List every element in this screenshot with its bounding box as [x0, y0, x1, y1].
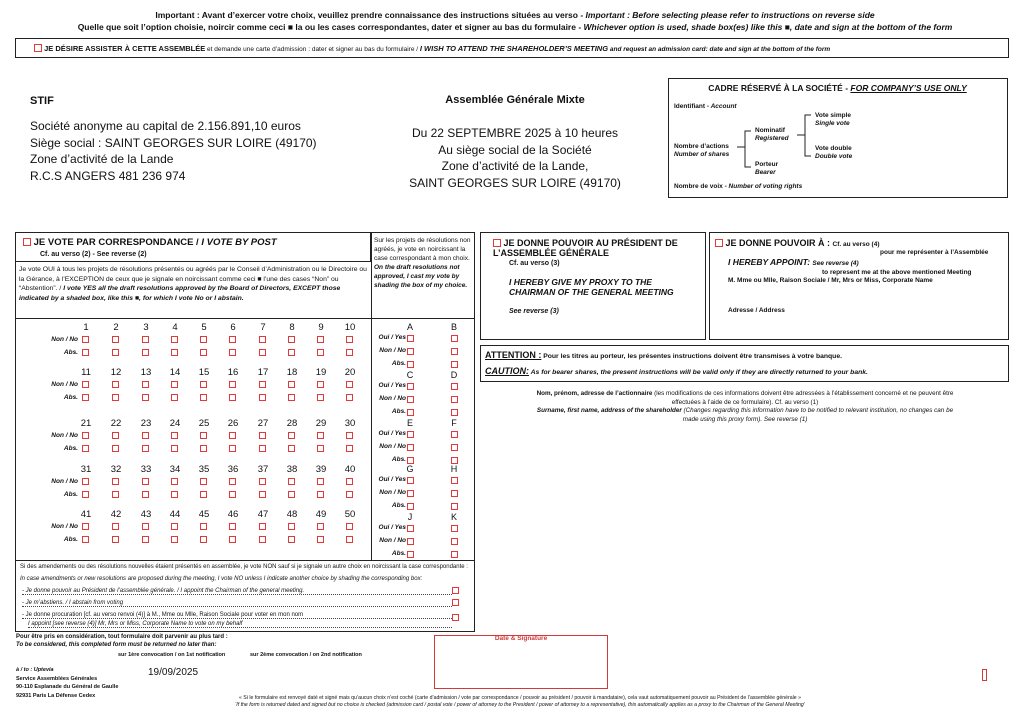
no-checkbox[interactable] [112, 336, 119, 343]
abs-label: Abs. [63, 349, 78, 356]
no-checkbox[interactable] [259, 432, 266, 439]
abstain-checkbox[interactable] [346, 536, 353, 543]
abstain-checkbox[interactable] [259, 536, 266, 543]
resolution-number: 29 [315, 418, 327, 429]
attend-box: JE DÉSIRE ASSISTER À CETTE ASSEMBLÉE et demande une carte d’admission : dater et signer au bas du formulaire / I WISH TO ATTEND THE SHAREHOLDER’S MEETING and request an admission card: date and sign at the bottom of the form [15, 38, 1009, 58]
alt-vote-checkbox[interactable] [407, 335, 414, 342]
abstain-checkbox[interactable] [82, 536, 89, 543]
abstain-checkbox[interactable] [229, 445, 236, 452]
alt-vote-checkbox[interactable] [407, 490, 414, 497]
resolution-number: 27 [257, 418, 269, 429]
resolution-number: 40 [344, 464, 356, 475]
signature-box[interactable]: Date & Signature [434, 635, 608, 689]
resolution-number: 23 [140, 418, 152, 429]
no-checkbox[interactable] [346, 381, 353, 388]
no-checkbox[interactable] [200, 432, 207, 439]
return-address: à / to : Uptevia Service Assemblées Générales 90-110 Esplanade du Général de Gaulle 92931 Paris La Défense Cedex [16, 667, 119, 699]
resolution-number: 10 [344, 322, 356, 333]
alt-vote-checkbox[interactable] [407, 396, 414, 403]
alt-vote-checkbox[interactable] [451, 396, 458, 403]
non-no-label: Non / No [51, 523, 78, 530]
alt-vote-checkbox[interactable] [451, 457, 458, 464]
resolution-number: 37 [257, 464, 269, 475]
resolution-number: 49 [315, 509, 327, 520]
abstain-checkbox[interactable] [288, 445, 295, 452]
no-checkbox[interactable] [229, 478, 236, 485]
no-checkbox[interactable] [82, 523, 89, 530]
alt-vote-checkbox[interactable] [407, 457, 414, 464]
resolution-number: 46 [227, 509, 239, 520]
abstain-checkbox[interactable] [229, 349, 236, 356]
oui-yes-label: Oui / Yes [378, 476, 406, 483]
no-checkbox[interactable] [346, 523, 353, 530]
resolution-number: 50 [344, 509, 356, 520]
resolution-number: 15 [198, 367, 210, 378]
second-notification: sur 2ème convocation / on 2nd notification [250, 652, 362, 658]
alt-vote-checkbox[interactable] [407, 383, 414, 390]
alt-vote-checkbox[interactable] [407, 503, 414, 510]
abs-label: Abs. [391, 550, 406, 557]
abstain-checkbox[interactable] [229, 536, 236, 543]
alt-vote-checkbox[interactable] [407, 551, 414, 558]
no-checkbox[interactable] [142, 478, 149, 485]
oui-yes-label: Oui / Yes [378, 524, 406, 531]
alt-vote-checkbox[interactable] [451, 361, 458, 368]
no-checkbox[interactable] [142, 523, 149, 530]
abstain-checkbox[interactable] [346, 445, 353, 452]
no-checkbox[interactable] [171, 432, 178, 439]
resolution-number: 41 [80, 509, 92, 520]
abs-label: Abs. [63, 445, 78, 452]
abstain-checkbox[interactable] [142, 445, 149, 452]
resolution-number: 36 [227, 464, 239, 475]
abstain-checkbox[interactable] [142, 394, 149, 401]
non-no-label: Non / No [379, 443, 406, 450]
alt-resolution-letter: E [406, 418, 413, 428]
date-field[interactable]: 19/09/2025 [148, 667, 199, 678]
proxy-president-checkbox[interactable] [493, 239, 501, 247]
alt-vote-checkbox[interactable] [451, 525, 458, 532]
resolution-number: 2 [113, 322, 119, 333]
alt-vote-checkbox[interactable] [451, 348, 458, 355]
resolution-number: 30 [344, 418, 356, 429]
vote-post-side-text: Sur les projets de résolutions non agréés, je vote en noircissant la case correspondant à mon choix. On the draft resolutions not approved, I cast my vote by shading the box of my choice. [374, 237, 471, 289]
no-checkbox[interactable] [200, 523, 207, 530]
abstain-checkbox[interactable] [171, 349, 178, 356]
abs-label: Abs. [63, 491, 78, 498]
resolution-number: 28 [286, 418, 298, 429]
abs-label: Abs. [63, 536, 78, 543]
abs-label: Abs. [391, 360, 406, 367]
resolution-number: 34 [169, 464, 181, 475]
alt-vote-checkbox[interactable] [451, 503, 458, 510]
alt-vote-checkbox[interactable] [407, 525, 414, 532]
no-checkbox[interactable] [229, 336, 236, 343]
abstain-checkbox[interactable] [346, 349, 353, 356]
non-no-label: Non / No [379, 395, 406, 402]
alt-vote-checkbox[interactable] [407, 538, 414, 545]
abs-label: Abs. [63, 394, 78, 401]
attend-checkbox[interactable] [34, 44, 42, 52]
abstain-checkbox[interactable] [317, 536, 324, 543]
company-details: Société anonyme au capital de 2.156.891,10 euros Siège social : SAINT GEORGES SUR LOIRE (49170) Zone d’activité de la Lande R.C.S ANGERS 481 236 974 [30, 119, 317, 183]
abstain-checkbox[interactable] [288, 349, 295, 356]
abstain-checkbox[interactable] [112, 445, 119, 452]
abstain-checkbox[interactable] [142, 491, 149, 498]
alt-resolution-letter: D [450, 370, 458, 380]
company-box-brackets [669, 79, 1006, 196]
non-no-label: Non / No [379, 537, 406, 544]
abstain-checkbox[interactable] [142, 349, 149, 356]
oui-yes-label: Oui / Yes [378, 430, 406, 437]
resolution-number: 20 [344, 367, 356, 378]
resolution-number: 38 [286, 464, 298, 475]
proxy-person-checkbox[interactable] [715, 239, 723, 247]
vote-post-checkbox[interactable] [23, 238, 31, 246]
resolution-number: 42 [110, 509, 122, 520]
company-name: STIF [30, 95, 54, 107]
alt-vote-checkbox[interactable] [407, 361, 414, 368]
resolution-number: 19 [315, 367, 327, 378]
resolution-number: 8 [289, 322, 295, 333]
abstain-checkbox[interactable] [82, 445, 89, 452]
resolution-number: 43 [140, 509, 152, 520]
resolution-number: 47 [257, 509, 269, 520]
abstain-checkbox[interactable] [200, 445, 207, 452]
abstain-checkbox[interactable] [259, 491, 266, 498]
alt-vote-checkbox[interactable] [407, 431, 414, 438]
no-checkbox[interactable] [142, 381, 149, 388]
resolution-number: 1 [83, 322, 89, 333]
resolution-number: 24 [169, 418, 181, 429]
no-checkbox[interactable] [317, 478, 324, 485]
alt-vote-checkbox[interactable] [407, 409, 414, 416]
no-checkbox[interactable] [112, 523, 119, 530]
no-checkbox[interactable] [112, 381, 119, 388]
resolution-number: 6 [230, 322, 236, 333]
resolution-number: 35 [198, 464, 210, 475]
alt-resolution-letter: C [406, 370, 414, 380]
abstain-checkbox[interactable] [200, 536, 207, 543]
alt-vote-checkbox[interactable] [451, 409, 458, 416]
abstain-checkbox[interactable] [171, 445, 178, 452]
no-checkbox[interactable] [171, 478, 178, 485]
abs-label: Abs. [391, 456, 406, 463]
abstain-checkbox[interactable] [317, 491, 324, 498]
resolution-number: 13 [140, 367, 152, 378]
amendment-checkbox-2[interactable] [452, 599, 459, 606]
no-checkbox[interactable] [317, 336, 324, 343]
alt-resolution-letter: B [450, 322, 457, 332]
resolution-number: 22 [110, 418, 122, 429]
no-checkbox[interactable] [142, 432, 149, 439]
abstain-checkbox[interactable] [82, 349, 89, 356]
resolution-number: 12 [110, 367, 122, 378]
resolution-number: 17 [257, 367, 269, 378]
abstain-checkbox[interactable] [259, 445, 266, 452]
no-checkbox[interactable] [288, 478, 295, 485]
alt-vote-checkbox[interactable] [451, 444, 458, 451]
amendment-option-1: - Je donne pouvoir au Président de l’assemblée générale. / I appoint the Chairman of the general meeting. [22, 588, 452, 595]
abstain-checkbox[interactable] [288, 394, 295, 401]
no-checkbox[interactable] [82, 381, 89, 388]
no-checkbox[interactable] [317, 523, 324, 530]
amendment-checkbox-3[interactable] [452, 614, 459, 621]
abstain-checkbox[interactable] [200, 349, 207, 356]
abstain-checkbox[interactable] [112, 349, 119, 356]
non-no-label: Non / No [379, 489, 406, 496]
oui-yes-label: Oui / Yes [378, 382, 406, 389]
non-no-label: Non / No [51, 336, 78, 343]
abstain-checkbox[interactable] [82, 394, 89, 401]
first-notification: sur 1ère convocation / on 1st notification [118, 652, 226, 658]
resolution-number: 5 [201, 322, 207, 333]
abstain-checkbox[interactable] [259, 394, 266, 401]
resolution-number: 31 [80, 464, 92, 475]
proxy-person-box: JE DONNE POUVOIR À : Cf. au verso (4) pour me représenter à l’Assemblée I HEREBY APPOINT: See reverse (4) to represent me at the above mentioned Meeting M. Mme ou Mlle, Raison Sociale / Mr, Mrs or Miss, Corporate Name Adresse / Address [709, 232, 1009, 340]
alt-vote-checkbox[interactable] [451, 551, 458, 558]
abstain-checkbox[interactable] [112, 536, 119, 543]
abstain-checkbox[interactable] [112, 394, 119, 401]
no-checkbox[interactable] [200, 381, 207, 388]
abs-label: Abs. [391, 502, 406, 509]
signature-box-marker [982, 669, 987, 681]
abs-label: Abs. [391, 408, 406, 415]
amendment-option-3: - Je donne procuration [cf. au verso renvoi (4)] à M., Mme ou Mlle, Raison Sociale pour voter en mon nom [22, 612, 452, 619]
meeting-title: Assemblée Générale Mixte [445, 94, 585, 106]
resolution-number: 25 [198, 418, 210, 429]
no-checkbox[interactable] [200, 478, 207, 485]
resolution-number: 7 [260, 322, 266, 333]
amendment-option-2: - Je m’abstiens. / I abstain from voting [22, 600, 452, 607]
deadline-text: Pour être pris en considération, tout formulaire doit parvenir au plus tard : To be considered, this completed form must be returned no later than: [16, 634, 228, 648]
alt-vote-checkbox[interactable] [407, 477, 414, 484]
no-checkbox[interactable] [259, 478, 266, 485]
abstain-checkbox[interactable] [317, 394, 324, 401]
abstain-checkbox[interactable] [317, 445, 324, 452]
alt-resolution-letter: H [450, 464, 458, 474]
footer-note: « Si le formulaire est renvoyé daté et signé mais qu’aucun choix n’est coché (carte d’admission / vote par correspondance / pouvoir au président / pouvoir à mandataire), cela vaut automatiquement pouvoir au Président de l’assemblée générale » ‘If the form is returned dated and signed but no choice is checked (admission card / postal vote / power of attorney to the President / power of attorney to a representative), this automatically applies as a proxy to the Chairman of the General Meeting’ [235, 695, 805, 708]
header-line-1: Important : Avant d’exercer votre choix, veuillez prendre connaissance des instructions situées au verso - Important : Before selecting please refer to instructions on reverse side [155, 10, 875, 20]
no-checkbox[interactable] [171, 523, 178, 530]
meeting-details: Du 22 SEPTEMBRE 2025 à 10 heures Au siège social de la Société Zone d’activité de la Lande, SAINT GEORGES SUR LOIRE (49170) [409, 126, 621, 190]
resolution-number: 33 [140, 464, 152, 475]
abstain-checkbox[interactable] [229, 394, 236, 401]
abstain-checkbox[interactable] [288, 536, 295, 543]
abstain-checkbox[interactable] [171, 536, 178, 543]
resolution-number: 45 [198, 509, 210, 520]
abstain-checkbox[interactable] [112, 491, 119, 498]
no-checkbox[interactable] [112, 432, 119, 439]
resolution-number: 3 [143, 322, 149, 333]
resolution-number: 21 [80, 418, 92, 429]
abstain-checkbox[interactable] [229, 491, 236, 498]
header-line-2: Quelle que soit l’option choisie, noircir comme ceci ■ la ou les cases correspondantes, dater et signer au bas du formulaire - Whichever option is used, shade box(es) like this ■, date and sign at the bottom of the form [77, 22, 953, 32]
non-no-label: Non / No [51, 381, 78, 388]
resolution-number: 14 [169, 367, 181, 378]
alt-vote-checkbox[interactable] [407, 444, 414, 451]
no-checkbox[interactable] [171, 336, 178, 343]
resolution-number: 16 [227, 367, 239, 378]
alt-vote-checkbox[interactable] [407, 348, 414, 355]
alt-vote-checkbox[interactable] [451, 538, 458, 545]
resolution-number: 44 [169, 509, 181, 520]
abstain-checkbox[interactable] [171, 394, 178, 401]
no-checkbox[interactable] [346, 336, 353, 343]
amendment-checkbox-1[interactable] [452, 587, 459, 594]
abstain-checkbox[interactable] [317, 349, 324, 356]
resolution-number: 39 [315, 464, 327, 475]
no-checkbox[interactable] [142, 336, 149, 343]
abstain-checkbox[interactable] [200, 491, 207, 498]
no-checkbox[interactable] [317, 432, 324, 439]
resolution-number: 18 [286, 367, 298, 378]
shareholder-info: Nom, prénom, adresse de l’actionnaire (les modifications de ces informations doivent être adressées à l’établissement concerné et ne peuvent être effectuées à l’aide de ce formulaire). Cf. au verso (1) Surname, first name, address of the shareholder (Changes regarding this information have to be notified to relevant institution, no changes can be made using this proxy form). See reverse (1) [536, 390, 954, 423]
no-checkbox[interactable] [259, 381, 266, 388]
no-checkbox[interactable] [82, 478, 89, 485]
no-checkbox[interactable] [288, 523, 295, 530]
abstain-checkbox[interactable] [200, 394, 207, 401]
no-checkbox[interactable] [346, 478, 353, 485]
no-checkbox[interactable] [259, 336, 266, 343]
no-checkbox[interactable] [171, 381, 178, 388]
no-checkbox[interactable] [288, 381, 295, 388]
alt-vote-checkbox[interactable] [451, 490, 458, 497]
no-checkbox[interactable] [112, 478, 119, 485]
no-checkbox[interactable] [229, 523, 236, 530]
non-no-label: Non / No [51, 432, 78, 439]
alt-resolution-letter: F [451, 418, 457, 428]
resolution-number: 32 [110, 464, 122, 475]
no-checkbox[interactable] [82, 432, 89, 439]
no-checkbox[interactable] [200, 336, 207, 343]
resolution-number: 9 [318, 322, 324, 333]
no-checkbox[interactable] [288, 336, 295, 343]
resolution-number: 11 [81, 367, 91, 378]
resolution-number: 26 [227, 418, 239, 429]
no-checkbox[interactable] [288, 432, 295, 439]
amendments-section: Si des amendements ou des résolutions nouvelles étaient présentés en assemblée, je vote NON sauf si je signale un autre choix en noircissant la case correspondante : In case amendments or new resolutions are proposed during the meeting, I vote NO unless I indicate another choice by shading the corresponding box: [20, 564, 468, 582]
attention-box: ATTENTION : Pour les titres au porteur, les présentes instructions doivent être transmises à votre banque. CAUTION: As for bearer shares, the present instructions will be valid only if they are directly returned to your bank. [480, 345, 1009, 382]
alt-vote-checkbox[interactable] [451, 431, 458, 438]
company-use-box: CADRE RÉSERVÉ À LA SOCIÉTÉ - FOR COMPANY’S USE ONLY Identifiant - Account Nominatif Registered Nombre d’actions Number of shares Porteur Bearer Vote simple Single vote Vote double Double vote Nombre de voix - Number of voting rights [668, 78, 1008, 198]
no-checkbox[interactable] [317, 381, 324, 388]
non-no-label: Non / No [379, 347, 406, 354]
vote-post-description: Je vote OUI à tous les projets de résolutions présentés ou agréés par le Conseil d’Administration ou le Directoire ou la Gérance, à l’EXCEPTION de ceux que je signale en noircissant comme ceci ■ l’une des cases “Non” ou “Abstention”. / I vote YES all the draft resolutions approved by the Board of Directors, EXCEPT those indicated by a shaded box, like this ■, for which I vote No or I abstain. [19, 266, 367, 302]
alt-resolution-letter: A [406, 322, 413, 332]
no-checkbox[interactable] [346, 432, 353, 439]
resolution-number: 48 [286, 509, 298, 520]
abstain-checkbox[interactable] [82, 491, 89, 498]
no-checkbox[interactable] [229, 432, 236, 439]
alt-resolution-letter: K [450, 512, 457, 522]
abstain-checkbox[interactable] [346, 491, 353, 498]
abstain-checkbox[interactable] [288, 491, 295, 498]
no-checkbox[interactable] [229, 381, 236, 388]
no-checkbox[interactable] [259, 523, 266, 530]
non-no-label: Non / No [51, 478, 78, 485]
alt-vote-checkbox[interactable] [451, 477, 458, 484]
abstain-checkbox[interactable] [171, 491, 178, 498]
resolution-number: 4 [172, 322, 178, 333]
abstain-checkbox[interactable] [259, 349, 266, 356]
abstain-checkbox[interactable] [142, 536, 149, 543]
alt-vote-checkbox[interactable] [451, 383, 458, 390]
abstain-checkbox[interactable] [346, 394, 353, 401]
alt-resolution-letter: J [407, 512, 413, 522]
alt-resolution-letter: G [406, 464, 414, 474]
proxy-president-box: JE DONNE POUVOIR AU PRÉSIDENT DE L’ASSEMBLÉE GÉNÉRALE Cf. au verso (3) I HEREBY GIVE MY PROXY TO THE CHAIRMAN OF THE GENERAL MEETING See reverse (3) [480, 232, 706, 340]
no-checkbox[interactable] [82, 336, 89, 343]
oui-yes-label: Oui / Yes [378, 334, 406, 341]
alt-vote-checkbox[interactable] [451, 335, 458, 342]
